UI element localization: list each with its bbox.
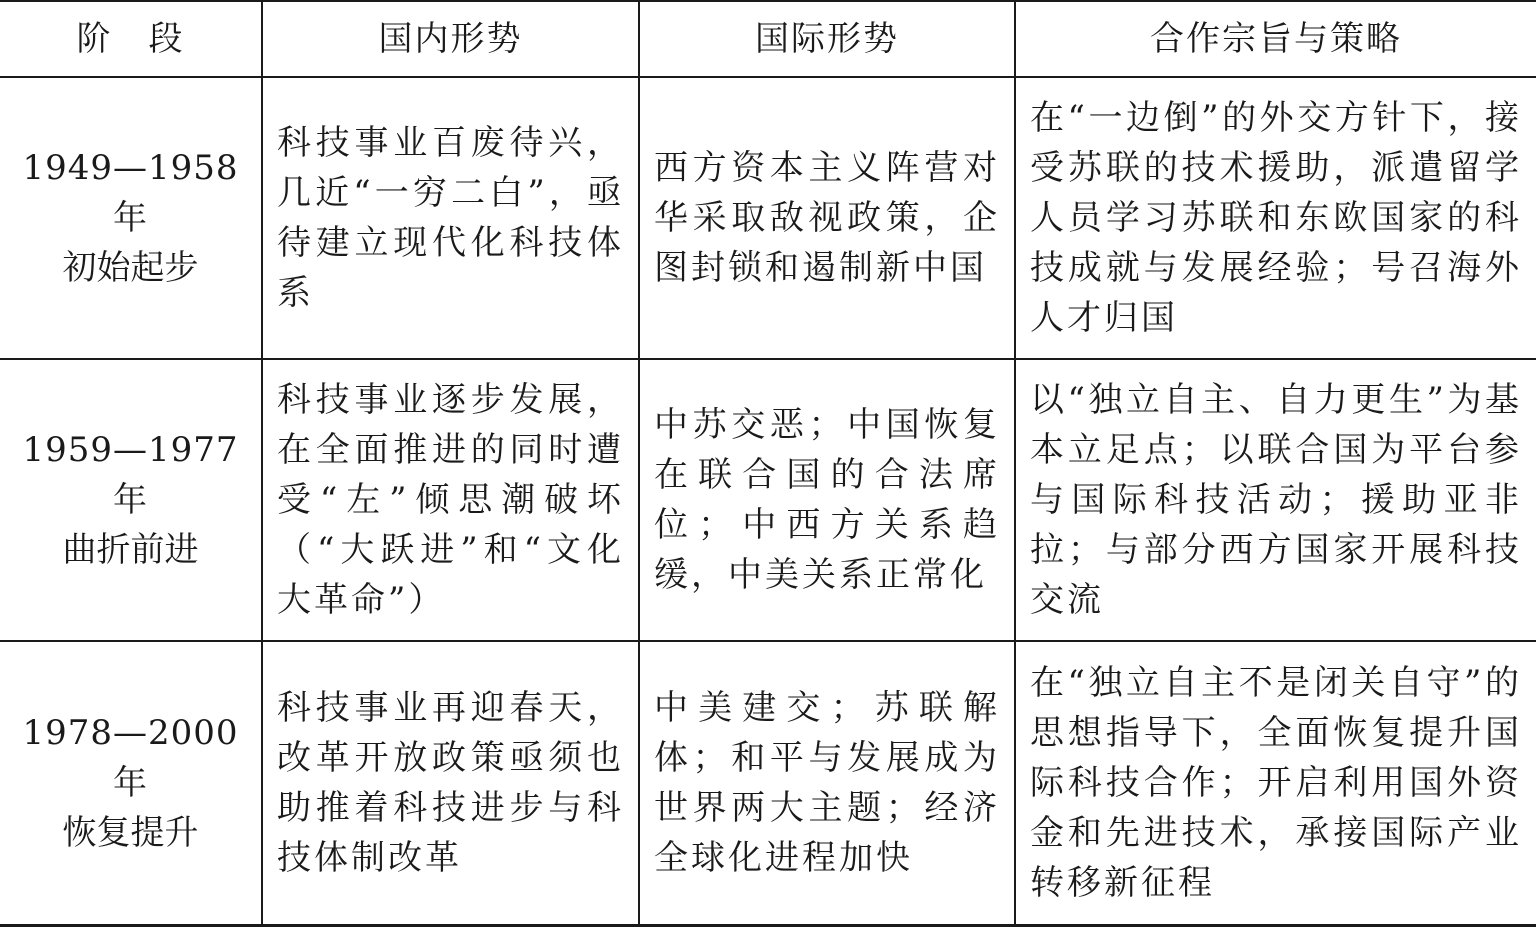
stage-years: 1978—2000 年 bbox=[22, 712, 239, 803]
stage-cell bbox=[0, 77, 262, 359]
domestic-cell: 科技事业百废待兴，几近“一穷二白”，亟待建立现代化科技体系 bbox=[262, 77, 639, 359]
table-row bbox=[0, 77, 1536, 359]
domestic-cell: 科技事业逐步发展，在全面推进的同时遭受“左”倾思潮破坏（“大跃进”和“文化大革命”） bbox=[262, 359, 639, 641]
table-row bbox=[0, 359, 1536, 641]
stage-years: 1959—1977 年 bbox=[22, 430, 239, 520]
stage-phase: 曲折前进 bbox=[62, 530, 199, 570]
international-cell: 西方资本主义阵营对华采取敌视政策，企图封锁和遏制新中国 bbox=[639, 77, 1015, 359]
stage-phase: 恢复提升 bbox=[62, 812, 199, 853]
international-cell: 中苏交恶；中国恢复在联合国的合法席位；中西方关系趋缓，中美关系正常化 bbox=[639, 359, 1015, 641]
table-header-row bbox=[0, 1, 1536, 77]
header-stage: 阶 段 bbox=[0, 1, 262, 77]
strategy-cell: 在“独立自主不是闭关自守”的思想指导下，全面恢复提升国际科技合作；开启利用国外资金和先进技术，承接国际产业转移新征程 bbox=[1015, 641, 1536, 925]
header-domestic: 国内形势 bbox=[262, 1, 639, 77]
strategy-cell: 在“一边倒”的外交方针下，接受苏联的技术援助，派遣留学人员学习苏联和东欧国家的科技成就与发展经验；号召海外人才归国 bbox=[1015, 77, 1536, 359]
strategy-cell: 以“独立自主、自力更生”为基本立足点；以联合国为平台参与国际科技活动；援助亚非拉；与部分西方国家开展科技交流 bbox=[1015, 359, 1536, 641]
header-strategy: 合作宗旨与策略 bbox=[1015, 1, 1536, 77]
stage-cell bbox=[0, 641, 262, 925]
header-international: 国际形势 bbox=[639, 1, 1015, 77]
international-cell: 中美建交；苏联解体；和平与发展成为世界两大主题；经济全球化进程加快 bbox=[639, 641, 1015, 925]
stage-cell bbox=[0, 359, 262, 641]
domestic-cell: 科技事业再迎春天，改革开放政策亟须也助推着科技进步与科技体制改革 bbox=[262, 641, 639, 925]
stage-years: 1949—1958 年 bbox=[22, 148, 239, 238]
table-row bbox=[0, 641, 1536, 925]
stage-phase: 初始起步 bbox=[62, 248, 199, 288]
